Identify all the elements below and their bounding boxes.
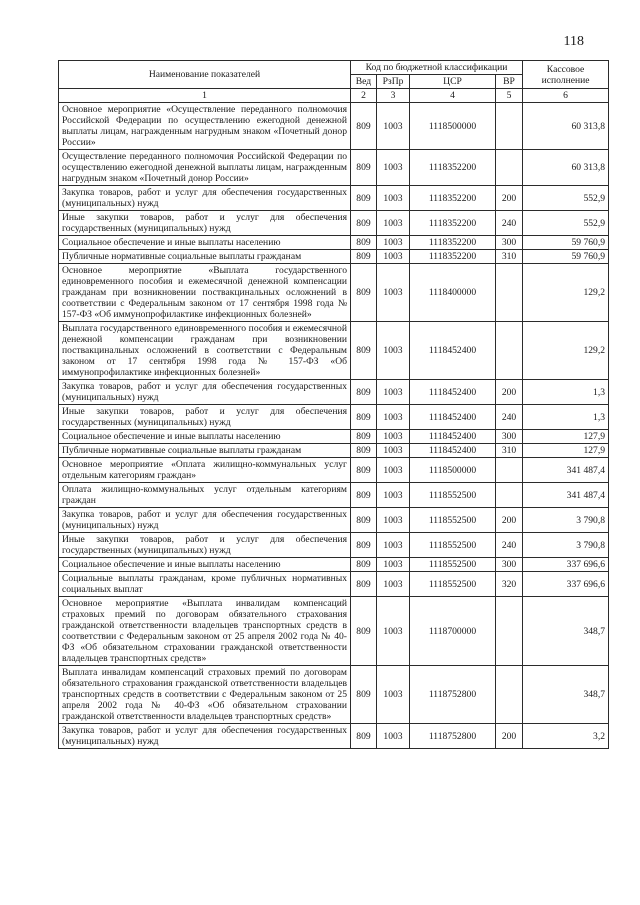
row-name: Иные закупки товаров, работ и услуг для обеспечения государственных (муниципальных) нужд [59, 533, 351, 558]
row-rzpr: 1003 [377, 533, 410, 558]
row-ved: 809 [351, 186, 377, 211]
row-value: 129,2 [523, 322, 609, 380]
budget-table [58, 60, 609, 749]
table-row [59, 572, 609, 597]
row-value: 1,3 [523, 380, 609, 405]
row-ved: 809 [351, 724, 377, 749]
row-name: Закупка товаров, работ и услуг для обеспечения государственных (муниципальных) нужд [59, 380, 351, 405]
row-ved: 809 [351, 483, 377, 508]
table-row [59, 558, 609, 572]
row-vr: 200 [496, 724, 523, 749]
row-name: Выплата государственного единовременного пособия и ежемесячной денежной компенсации гражданам при возникновении поствакцинальных осложнений в соответствии с Федеральным законом от 17 сентября 1998 года № 157-ФЗ «Об иммунопрофилактике инфекционных болезней» [59, 322, 351, 380]
row-csr: 1118452400 [410, 444, 496, 458]
row-ved: 809 [351, 666, 377, 724]
header-vr: ВР [496, 75, 523, 89]
row-value: 59 760,9 [523, 236, 609, 250]
table-row [59, 597, 609, 666]
row-rzpr: 1003 [377, 405, 410, 430]
header-execution: Кассовое исполнение [523, 61, 609, 89]
table-row [59, 405, 609, 430]
table-row [59, 483, 609, 508]
row-csr: 1118452400 [410, 430, 496, 444]
row-ved: 809 [351, 597, 377, 666]
row-name: Оплата жилищно-коммунальных услуг отдельным категориям граждан [59, 483, 351, 508]
row-vr: 240 [496, 405, 523, 430]
row-value: 127,9 [523, 430, 609, 444]
row-ved: 809 [351, 444, 377, 458]
table-row [59, 724, 609, 749]
row-rzpr: 1003 [377, 186, 410, 211]
row-vr: 310 [496, 444, 523, 458]
row-ved: 809 [351, 458, 377, 483]
row-vr: 320 [496, 572, 523, 597]
table-row [59, 533, 609, 558]
table-row [59, 508, 609, 533]
row-csr: 1118552500 [410, 483, 496, 508]
row-value: 337 696,6 [523, 558, 609, 572]
row-value: 348,7 [523, 666, 609, 724]
row-rzpr: 1003 [377, 558, 410, 572]
row-csr: 1118700000 [410, 597, 496, 666]
row-vr [496, 322, 523, 380]
row-csr: 1118352200 [410, 250, 496, 264]
row-rzpr: 1003 [377, 458, 410, 483]
header-code-group: Код по бюджетной классификации [351, 61, 523, 75]
row-rzpr: 1003 [377, 236, 410, 250]
row-csr: 1118552500 [410, 533, 496, 558]
row-rzpr: 1003 [377, 380, 410, 405]
row-vr [496, 103, 523, 150]
row-rzpr: 1003 [377, 150, 410, 186]
row-rzpr: 1003 [377, 250, 410, 264]
row-name: Выплата инвалидам компенсаций страховых премий по договорам обязательного страхования гражданской ответственности владельцев транспортных средств в соответствии с Федеральным законом от 25 апреля 2002 года № 40-ФЗ «Об обязательном страховании гражданской ответственности владельцев транспортных средств» [59, 666, 351, 724]
row-rzpr: 1003 [377, 264, 410, 322]
row-csr: 1118452400 [410, 405, 496, 430]
row-ved: 809 [351, 150, 377, 186]
row-rzpr: 1003 [377, 322, 410, 380]
row-name: Осуществление переданного полномочия Российской Федерации по осуществлению ежегодной денежной выплаты лицам, награжденным нагрудным знаком «Почетный донор России» [59, 150, 351, 186]
row-value: 60 313,8 [523, 103, 609, 150]
row-rzpr: 1003 [377, 444, 410, 458]
row-ved: 809 [351, 405, 377, 430]
row-rzpr: 1003 [377, 572, 410, 597]
row-name: Иные закупки товаров, работ и услуг для обеспечения государственных (муниципальных) нужд [59, 211, 351, 236]
table-row [59, 380, 609, 405]
table-row [59, 458, 609, 483]
column-number: 2 [351, 89, 377, 103]
table-row [59, 322, 609, 380]
row-csr: 1118552500 [410, 558, 496, 572]
row-vr [496, 264, 523, 322]
table-row [59, 444, 609, 458]
row-name: Основное мероприятие «Выплата инвалидам компенсаций страховых премий по договорам обязательного страхования гражданской ответственности владельцев транспортных средств в соответствии с Федеральным законом от 25 апреля 2002 года № 40-ФЗ «Об обязательном страховании гражданской ответственности владельцев транспортных средств» [59, 597, 351, 666]
table-row [59, 430, 609, 444]
row-csr: 1118352200 [410, 236, 496, 250]
row-rzpr: 1003 [377, 508, 410, 533]
row-rzpr: 1003 [377, 724, 410, 749]
row-rzpr: 1003 [377, 597, 410, 666]
column-number: 4 [410, 89, 496, 103]
row-vr [496, 483, 523, 508]
row-name: Публичные нормативные социальные выплаты гражданам [59, 444, 351, 458]
row-vr: 300 [496, 558, 523, 572]
row-vr [496, 458, 523, 483]
row-value: 3,2 [523, 724, 609, 749]
row-csr: 1118452400 [410, 380, 496, 405]
table-row [59, 150, 609, 186]
row-name: Социальное обеспечение и иные выплаты населению [59, 558, 351, 572]
column-number-row [59, 89, 609, 103]
row-value: 127,9 [523, 444, 609, 458]
row-value: 348,7 [523, 597, 609, 666]
row-value: 1,3 [523, 405, 609, 430]
row-ved: 809 [351, 236, 377, 250]
row-csr: 1118500000 [410, 458, 496, 483]
header-ved: Вед [351, 75, 377, 89]
row-csr: 1118400000 [410, 264, 496, 322]
row-rzpr: 1003 [377, 211, 410, 236]
row-rzpr: 1003 [377, 430, 410, 444]
row-csr: 1118500000 [410, 103, 496, 150]
row-vr [496, 597, 523, 666]
row-ved: 809 [351, 430, 377, 444]
row-vr: 310 [496, 250, 523, 264]
row-name: Социальные выплаты гражданам, кроме публичных нормативных социальных выплат [59, 572, 351, 597]
row-value: 337 696,6 [523, 572, 609, 597]
row-csr: 1118352200 [410, 150, 496, 186]
table-row [59, 211, 609, 236]
page-number: 118 [563, 34, 584, 49]
row-csr: 1118552500 [410, 572, 496, 597]
header-name: Наименование показателей [59, 61, 351, 89]
row-ved: 809 [351, 264, 377, 322]
row-ved: 809 [351, 533, 377, 558]
row-name: Социальное обеспечение и иные выплаты населению [59, 236, 351, 250]
row-value: 3 790,8 [523, 533, 609, 558]
row-name: Публичные нормативные социальные выплаты гражданам [59, 250, 351, 264]
row-ved: 809 [351, 380, 377, 405]
row-name: Закупка товаров, работ и услуг для обеспечения государственных (муниципальных) нужд [59, 508, 351, 533]
row-value: 552,9 [523, 211, 609, 236]
row-rzpr: 1003 [377, 103, 410, 150]
row-rzpr: 1003 [377, 666, 410, 724]
row-vr: 300 [496, 236, 523, 250]
row-vr [496, 150, 523, 186]
row-vr: 200 [496, 380, 523, 405]
row-ved: 809 [351, 322, 377, 380]
column-number: 3 [377, 89, 410, 103]
row-name: Социальное обеспечение и иные выплаты населению [59, 430, 351, 444]
column-number: 6 [523, 89, 609, 103]
row-value: 341 487,4 [523, 483, 609, 508]
row-csr: 1118352200 [410, 211, 496, 236]
row-ved: 809 [351, 103, 377, 150]
table-row [59, 264, 609, 322]
row-name: Закупка товаров, работ и услуг для обеспечения государственных (муниципальных) нужд [59, 724, 351, 749]
row-vr: 200 [496, 186, 523, 211]
row-ved: 809 [351, 211, 377, 236]
table-row [59, 103, 609, 150]
row-name: Закупка товаров, работ и услуг для обеспечения государственных (муниципальных) нужд [59, 186, 351, 211]
table-row [59, 236, 609, 250]
row-csr: 1118552500 [410, 508, 496, 533]
row-value: 3 790,8 [523, 508, 609, 533]
row-value: 341 487,4 [523, 458, 609, 483]
row-csr: 1118752800 [410, 724, 496, 749]
table-body [59, 103, 609, 749]
row-csr: 1118352200 [410, 186, 496, 211]
row-name: Основное мероприятие «Осуществление переданного полномочия Российской Федерации по осуществлению ежегодной денежной выплаты лицам, награжденным нагрудным знаком «Почетный донор России» [59, 103, 351, 150]
header-csr: ЦСР [410, 75, 496, 89]
row-csr: 1118752800 [410, 666, 496, 724]
row-ved: 809 [351, 508, 377, 533]
row-ved: 809 [351, 250, 377, 264]
column-number: 5 [496, 89, 523, 103]
table-row [59, 186, 609, 211]
row-csr: 1118452400 [410, 322, 496, 380]
row-name: Основное мероприятие «Оплата жилищно-коммунальных услуг отдельным категориям граждан» [59, 458, 351, 483]
table-row [59, 250, 609, 264]
row-vr: 300 [496, 430, 523, 444]
header-rzpr: РзПр [377, 75, 410, 89]
row-vr: 240 [496, 533, 523, 558]
row-value: 552,9 [523, 186, 609, 211]
row-value: 59 760,9 [523, 250, 609, 264]
row-name: Иные закупки товаров, работ и услуг для обеспечения государственных (муниципальных) нужд [59, 405, 351, 430]
column-number: 1 [59, 89, 351, 103]
row-rzpr: 1003 [377, 483, 410, 508]
row-ved: 809 [351, 558, 377, 572]
row-name: Основное мероприятие «Выплата государственного единовременного пособия и ежемесячной денежной компенсации гражданам при возникновении поствакцинальных осложнений в соответствии с Федеральным законом от 17 сентября 1998 года № 157-ФЗ «Об иммунопрофилактике инфекционных болезней» [59, 264, 351, 322]
row-value: 60 313,8 [523, 150, 609, 186]
table-row [59, 666, 609, 724]
row-vr: 240 [496, 211, 523, 236]
row-vr [496, 666, 523, 724]
row-vr: 200 [496, 508, 523, 533]
row-ved: 809 [351, 572, 377, 597]
row-value: 129,2 [523, 264, 609, 322]
